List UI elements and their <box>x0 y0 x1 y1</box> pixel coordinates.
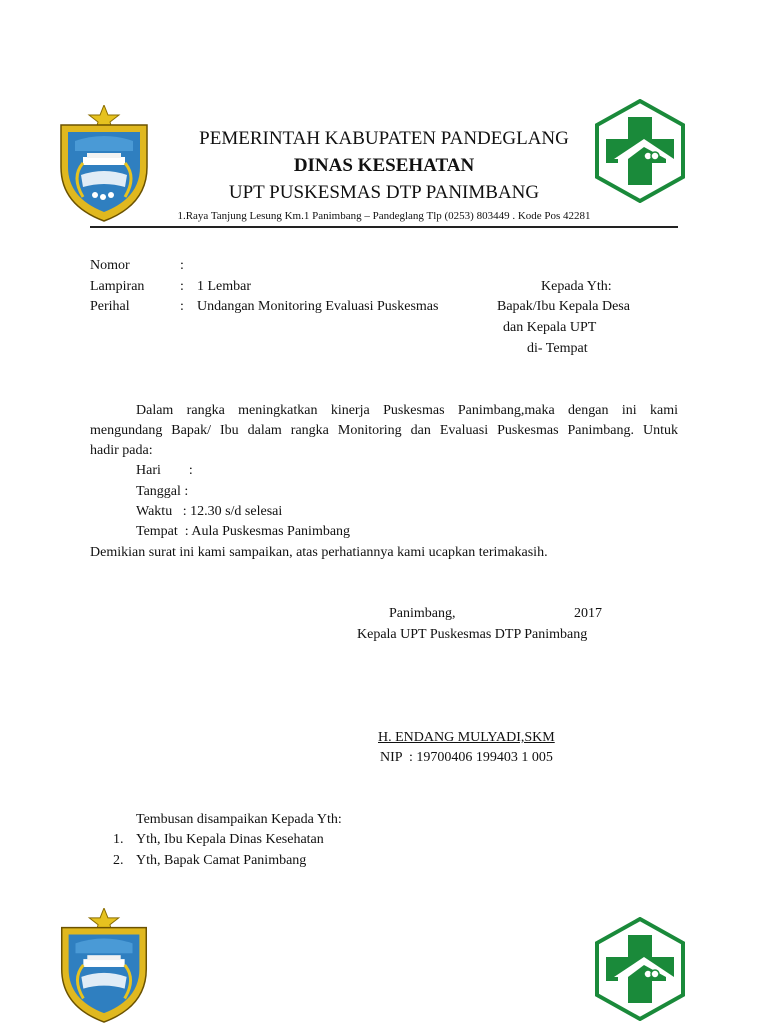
department-title: DINAS KESEHATAN <box>293 155 475 176</box>
cc-item-number: 2. <box>113 853 124 868</box>
detail-tanggal: Tanggal : <box>136 484 189 499</box>
puskesmas-title: UPT PUSKESMAS DTP PANIMBANG <box>228 182 540 203</box>
regency-crest-emblem <box>55 908 153 1024</box>
nomor-colon: : <box>180 258 184 273</box>
lampiran-colon: : <box>180 279 184 294</box>
cc-item-number: 1. <box>113 832 124 847</box>
perihal-value: Undangan Monitoring Evaluasi Puskesmas <box>197 299 439 314</box>
nomor-label: Nomor <box>90 258 130 273</box>
detail-tempat: Tempat : Aula Puskesmas Panimbang <box>136 524 351 539</box>
cc-item: Yth, Ibu Kepala Dinas Kesehatan <box>136 832 324 847</box>
detail-waktu: Waktu : 12.30 s/d selesai <box>136 504 283 519</box>
signature-year: 2017 <box>574 606 602 621</box>
paragraph-line-2: mengundang Bapak/ Ibu dalam rangka Monitoring dan Evaluasi Puskesmas Panimbang. Untuk <box>90 423 678 438</box>
recipient-line-3: dan Kepala UPT <box>503 320 597 335</box>
signatory-name: H. ENDANG MULYADI,SKM <box>378 730 555 745</box>
cc-heading: Tembusan disampaikan Kepada Yth: <box>136 812 342 827</box>
header-divider <box>90 226 678 228</box>
address-line: 1.Raya Tanjung Lesung Km.1 Panimbang – Pandeglang Tlp (0253) 803449 . Kode Pos 42281 <box>177 210 591 222</box>
puskesmas-logo <box>594 917 686 1021</box>
recipient-line-2: Bapak/Ibu Kepala Desa <box>497 299 630 314</box>
perihal-colon: : <box>180 299 184 314</box>
government-title: PEMERINTAH KABUPATEN PANDEGLANG <box>199 128 569 149</box>
recipient-line-1: Kepada Yth: <box>541 279 612 294</box>
closing-sentence: Demikian surat ini kami sampaikan, atas perhatiannya kami ucapkan terimakasih. <box>90 545 548 560</box>
cc-item: Yth, Bapak Camat Panimbang <box>136 853 307 868</box>
paragraph-line-1: Dalam rangka meningkatkan kinerja Puskesmas Panimbang,maka dengan ini kami <box>136 403 678 418</box>
recipient-line-4: di- Tempat <box>527 341 588 356</box>
paragraph-line-3: hadir pada: <box>90 443 153 458</box>
signatory-nip: NIP : 19700406 199403 1 005 <box>380 750 553 765</box>
lampiran-label: Lampiran <box>90 279 145 294</box>
detail-hari: Hari : <box>136 463 193 478</box>
lampiran-value: 1 Lembar <box>197 279 252 294</box>
signature-place: Panimbang, <box>389 606 456 621</box>
perihal-label: Perihal <box>90 299 130 314</box>
signature-title: Kepala UPT Puskesmas DTP Panimbang <box>357 627 588 642</box>
body-paragraph <box>90 401 678 461</box>
